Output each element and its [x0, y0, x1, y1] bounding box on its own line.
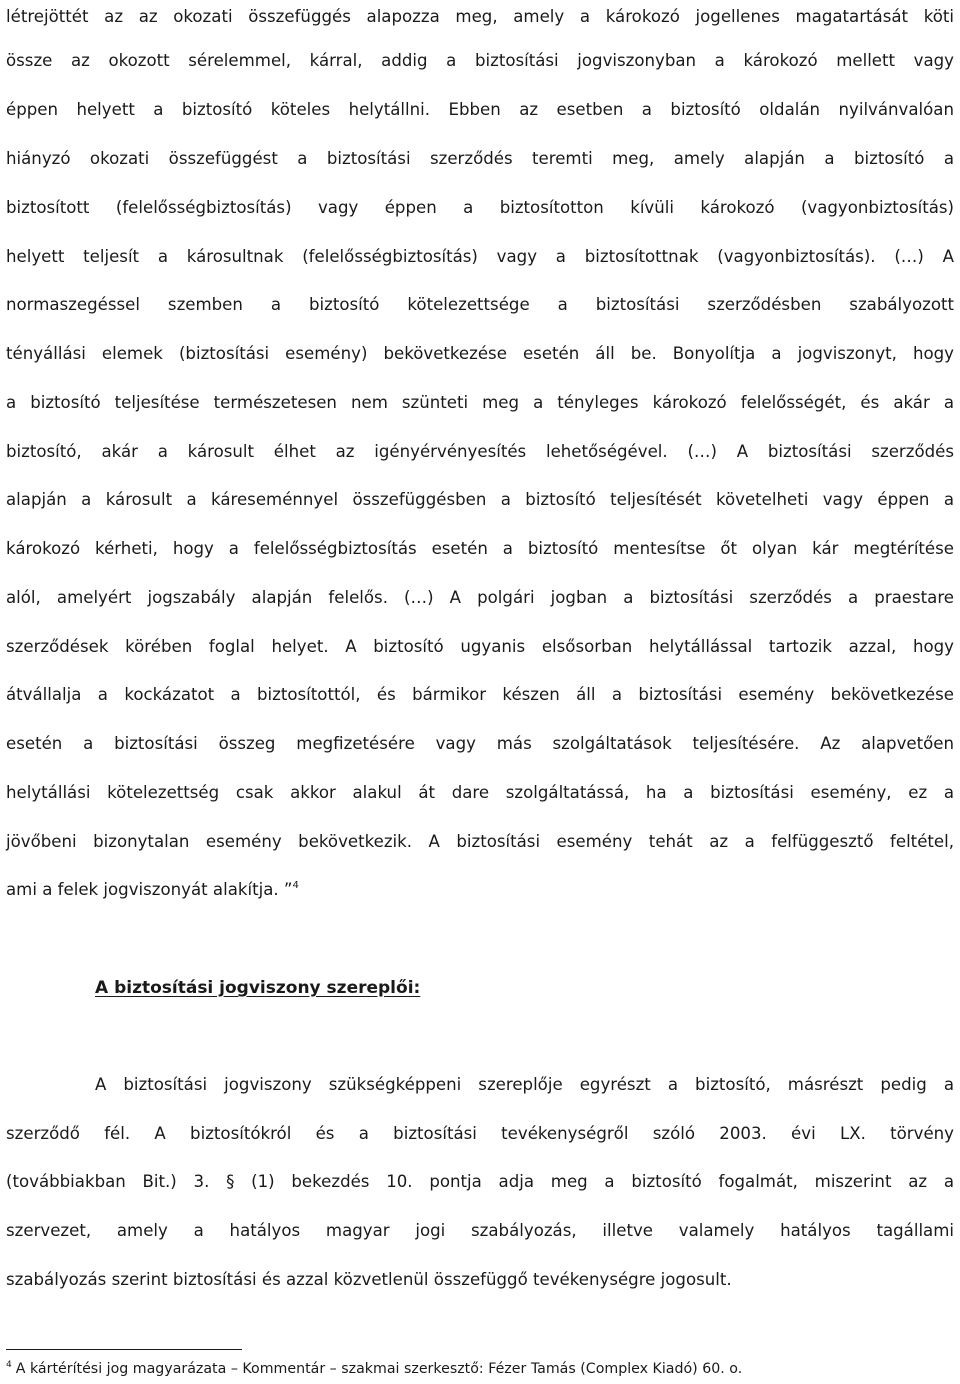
paragraph-1-last-line — [6, 875, 954, 905]
paragraph-2-line: (továbbiakban Bit.) 3. § (1) bekezdés 10. pontja adja meg a biztosító fogalmát, miszerint az a — [6, 1172, 954, 1191]
paragraph-1-line: biztosított (felelősségbiztosítás) vagy éppen a biztosítotton kívüli károkozó (vagyonbiztosítás) — [6, 198, 954, 217]
paragraph-1-line: össze az okozott sérelemmel, kárral, addig a biztosítási jogviszonyban a károkozó mellett vagy — [6, 51, 954, 70]
section-heading: A biztosítási jogviszony szereplői: — [95, 978, 421, 998]
footnote-number: 4 — [6, 1360, 12, 1370]
paragraph-2-line: szervezet, amely a hatályos magyar jogi szabályozás, illetve valamely hatályos tagállami — [6, 1221, 954, 1240]
paragraph-1-line: helyett teljesít a károsultnak (felelősségbiztosítás) vagy a biztosítottnak (vagyonbiztosítás). (…) A — [6, 247, 954, 266]
paragraph-1-line: átvállalja a kockázatot a biztosítottól, és bármikor készen áll a biztosítási esemény bekövetkezése — [6, 685, 954, 704]
paragraph-1-line: létrejöttét az az okozati összefüggés alapozza meg, amely a károkozó jogellenes magatartását köti — [6, 7, 954, 26]
footnote — [6, 1358, 742, 1380]
footnote-text: A kártérítési jog magyarázata – Kommentár – szakmai szerkesztő: Fézer Tamás (Complex Kiadó) 60. o. — [15, 1361, 743, 1377]
paragraph-1-line: jövőbeni bizonytalan esemény bekövetkezik. A biztosítási esemény tehát az a felfüggesztő feltétel, — [6, 832, 954, 851]
paragraph-1-line: normaszegéssel szemben a biztosító kötelezettsége a biztosítási szerződésben szabályozott — [6, 295, 954, 314]
paragraph-1-end-text: ami a felek jogviszonyát alakítja. ” — [6, 880, 293, 899]
footnote-separator — [6, 1349, 242, 1350]
paragraph-1-line: tényállási elemek (biztosítási esemény) bekövetkezése esetén áll be. Bonyolítja a jogviszonyt, hogy — [6, 344, 954, 363]
paragraph-2-line: A biztosítási jogviszony szükségképpeni szereplője egyrészt a biztosító, másrészt pedig a — [95, 1075, 954, 1094]
paragraph-1-line: alól, amelyért jogszabály alapján felelős. (…) A polgári jogban a biztosítási szerződés a praestare — [6, 588, 954, 607]
paragraph-2-line: szerződő fél. A biztosítókról és a biztosítási tevékenységről szóló 2003. évi LX. törvény — [6, 1124, 954, 1143]
footnote-reference[interactable]: 4 — [292, 880, 299, 891]
paragraph-1-line: a biztosító teljesítése természetesen nem szünteti meg a tényleges károkozó felelősségét, és akár a — [6, 393, 954, 412]
paragraph-1-line: esetén a biztosítási összeg megfizetésére vagy más szolgáltatások teljesítésére. Az alapvetően — [6, 734, 954, 753]
paragraph-1-line: helytállási kötelezettség csak akkor alakul át dare szolgáltatássá, ha a biztosítási esemény, ez a — [6, 783, 954, 802]
paragraph-1-line: hiányzó okozati összefüggést a biztosítási szerződés teremti meg, amely alapján a biztosító a — [6, 149, 954, 168]
paragraph-1-line: károkozó kérheti, hogy a felelősségbiztosítás esetén a biztosító mentesítse őt olyan kár megtérítése — [6, 539, 954, 558]
paragraph-1-line: biztosító, akár a károsult élhet az igényérvényesítés lehetőségével. (…) A biztosítási szerződés — [6, 442, 954, 461]
paragraph-2-line: szabályozás szerint biztosítási és azzal közvetlenül összefüggő tevékenységre jogosult. — [6, 1270, 732, 1289]
paragraph-1-line: alapján a károsult a káreseménnyel összefüggésben a biztosító teljesítését követelheti vagy éppen a — [6, 490, 954, 509]
paragraph-1-line: szerződések körében foglal helyet. A biztosító ugyanis elsősorban helytállással tartozik azzal, hogy — [6, 637, 954, 656]
paragraph-1-line: éppen helyett a biztosító köteles helytállni. Ebben az esetben a biztosító oldalán nyilvánvalóan — [6, 100, 954, 119]
